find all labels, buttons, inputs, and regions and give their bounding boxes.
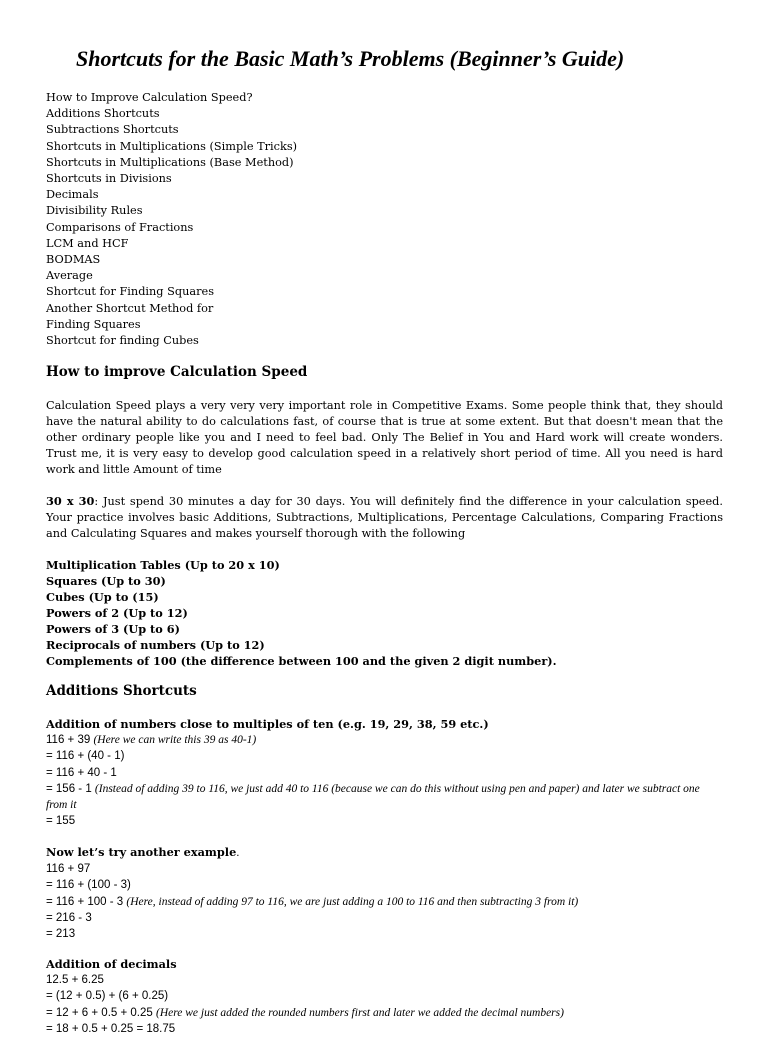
calc-line: = 116 + (100 - 3) — [46, 879, 131, 892]
toc-item: LCM and HCF — [46, 236, 129, 250]
practice-list-item: Powers of 2 (Up to 12) — [46, 606, 188, 620]
table-of-contents — [46, 90, 297, 349]
addition-example-3 — [46, 956, 723, 1037]
toc-item: Shortcuts in Multiplications (Simple Tricks) — [46, 139, 298, 153]
calc-line — [46, 894, 723, 910]
addition-example-2 — [46, 844, 723, 942]
calc-text: 116 + 39 — [46, 734, 94, 747]
calc-text: = 156 - 1 — [46, 782, 95, 795]
example-title: Addition of numbers close to multiples of ten (e.g. 19, 29, 38, 59 etc.) — [46, 717, 489, 731]
calc-text: = 12 + 6 + 0.5 + 0.25 — [46, 1006, 156, 1019]
practice-list-item: Powers of 3 (Up to 6) — [46, 622, 180, 636]
speed-paragraph-2 — [46, 493, 723, 542]
toc-item: Decimals — [46, 188, 99, 202]
toc-item: Shortcut for finding Cubes — [46, 334, 199, 348]
calc-note: (Here, instead of adding 97 to 116, we are just adding a 100 to 116 and then subtracting 3 from it) — [126, 895, 579, 908]
toc-item: Average — [46, 269, 93, 283]
practice-list-item: Complements of 100 (the difference between 100 and the given 2 digit number). — [46, 654, 557, 668]
practice-list-item: Multiplication Tables (Up to 20 x 10) — [46, 558, 280, 572]
calc-line — [46, 732, 723, 748]
calc-line: = 155 — [46, 815, 76, 828]
calc-line: 12.5 + 6.25 — [46, 974, 104, 987]
calc-line: = 18 + 0.5 + 0.25 = 18.75 — [46, 1022, 176, 1035]
toc-item: How to Improve Calculation Speed? — [46, 91, 253, 104]
calc-line: = 116 + 40 - 1 — [46, 766, 117, 779]
calc-line: = 213 — [46, 928, 76, 941]
calc-line: 116 + 97 — [46, 863, 91, 876]
speed-section-heading-wrap — [46, 363, 723, 381]
speed-paragraph-1: Calculation Speed plays a very very very important role in Competitive Exams. Some people think that, they should have the natural ability to do calculations fast, of course that is true at some extent. But that doesn't mean that the other ordinary people like you and I need to feel bad. Only The Belief in You and Hard work will create wonders. Trust me, it is very easy to develop good calculation speed in a relatively short period of time. All you need is hard work and little Amount of time — [46, 399, 723, 476]
calc-line — [46, 781, 723, 813]
calc-line: = 116 + (40 - 1) — [46, 750, 125, 763]
toc-item: Comparisons of Fractions — [46, 220, 194, 234]
toc-item: Subtractions Shortcuts — [46, 123, 179, 137]
practice-list-item: Squares (Up to 30) — [46, 574, 166, 588]
example-title: Now let’s try another example — [46, 845, 237, 859]
calc-line: = (12 + 0.5) + (6 + 0.25) — [46, 990, 169, 1003]
calc-line — [46, 1005, 723, 1021]
toc-item: Shortcuts in Multiplications (Base Method) — [46, 155, 294, 169]
example-title: Addition of decimals — [46, 957, 177, 971]
document-title: Shortcuts for the Basic Math’s Problems (Beginner’s Guide) — [76, 46, 625, 71]
calc-note: (Instead of adding 39 to 116, we just add 40 to 116 (because we can do this without using pen and paper) and later we subtract one from it — [46, 782, 700, 812]
example-title-dot: . — [236, 847, 240, 859]
additions-heading-wrap — [46, 682, 723, 700]
speed-paragraph-2-lead: 30 x 30 — [46, 494, 95, 508]
calc-text: = 116 + 100 - 3 — [46, 895, 127, 908]
toc-item: Additions Shortcuts — [46, 107, 160, 121]
addition-example-1 — [46, 716, 723, 829]
speed-paragraph-1-wrap — [46, 398, 723, 478]
example-title-line — [46, 844, 723, 861]
toc-item: Shortcuts in Divisions — [46, 172, 172, 186]
practice-list — [46, 557, 723, 669]
toc-item: BODMAS — [46, 253, 101, 267]
speed-section-heading: How to improve Calculation Speed — [46, 364, 308, 380]
additions-heading: Additions Shortcuts — [46, 683, 197, 699]
calc-line: = 216 - 3 — [46, 911, 92, 924]
speed-paragraph-2-text: : Just spend 30 minutes a day for 30 days. You will definitely find the difference in your calculation speed. Your practice involves basic Additions, Subtractions, Multiplications, Percentage Calculations, Comparing Fractions and Calculating Squares and makes yourself thorough with the following — [46, 495, 723, 540]
practice-list-item: Cubes (Up to (15) — [46, 590, 159, 604]
toc-item: Divisibility Rules — [46, 204, 143, 218]
toc-item: Shortcut for Finding Squares — [46, 285, 214, 299]
practice-list-item: Reciprocals of numbers (Up to 12) — [46, 638, 265, 652]
calc-note: (Here we just added the rounded numbers first and later we added the decimal numbers) — [155, 1006, 564, 1019]
speed-paragraph-2-wrap — [46, 493, 723, 542]
toc-item: Another Shortcut Method for — [46, 301, 214, 315]
toc-item: Finding Squares — [46, 317, 141, 331]
calc-note: (Here we can write this 39 as 40-1) — [93, 734, 257, 747]
